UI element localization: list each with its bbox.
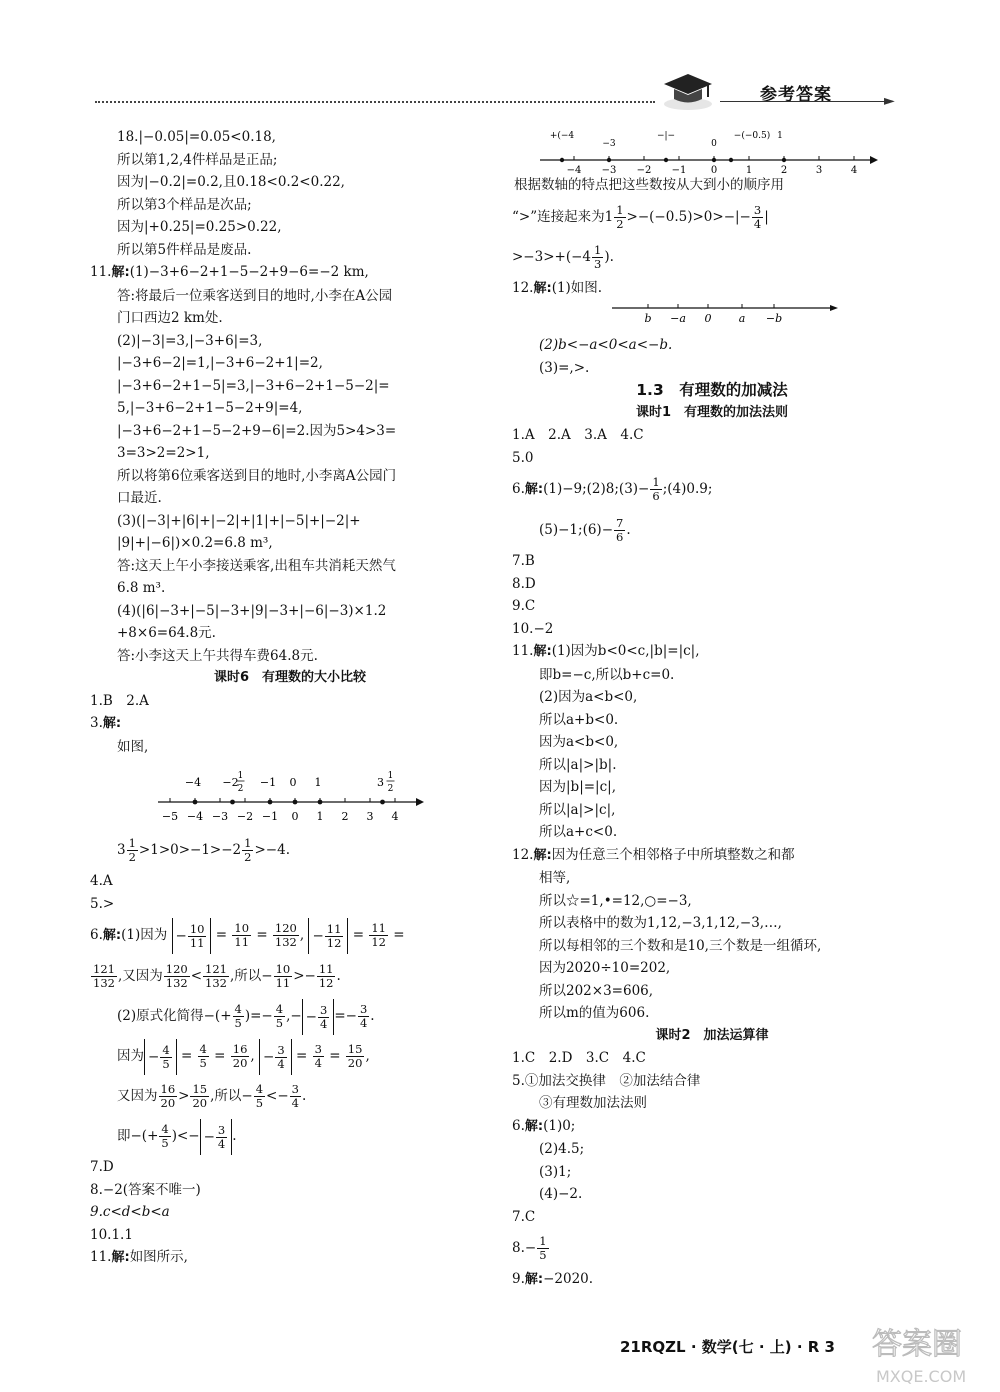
text-line: 即b=−c,所以b+c=0. — [539, 666, 675, 683]
text-line: 相等, — [539, 870, 571, 886]
answer-line: 9.C — [512, 598, 536, 614]
chapter-heading: 1.3 有理数的加减法 — [636, 381, 788, 399]
text-line: 因为|b|=|c|, — [539, 779, 616, 795]
tick-label: −3 — [211, 810, 229, 823]
text-line: 18.|−0.05|=0.05<0.18, — [117, 129, 276, 145]
question-6c: 6.解:(1)0; — [512, 1117, 576, 1134]
tick-label: −4 — [566, 165, 582, 174]
math-line: 因为 − $\frac{4}{5}$ = $\frac{4}{5}$ = $\frac{16}{20}$ , − $\frac{3}{4}$ = $\frac{3}{4}$ = $\frac{15}{20}$ , — [90, 1036, 490, 1076]
point-label: −3 — [602, 139, 616, 149]
point-label: a — [738, 312, 746, 325]
data-point — [230, 800, 235, 805]
section-heading: 课时6 有理数的大小比较 — [213, 670, 367, 685]
point-label: −a — [670, 312, 686, 325]
tick-label: −3 — [601, 165, 617, 174]
answer-line: 4.A — [90, 873, 113, 889]
answer-line: 5.> — [90, 895, 115, 912]
data-point — [712, 158, 716, 162]
text-line: 因为|+0.25|=0.25>0.22, — [117, 219, 282, 235]
number-line-svg — [540, 126, 920, 174]
tick-label: −4 — [186, 810, 204, 823]
frac-den: 2 — [387, 784, 394, 794]
answer-line: 1.A 2.A 3.A 4.C — [512, 427, 644, 443]
text-line: (4)−2. — [539, 1186, 583, 1202]
text-line: 所以202×3=606, — [539, 982, 654, 999]
page-title: 参考答案 — [760, 85, 832, 105]
data-point — [318, 800, 323, 805]
text-line: 口最近. — [117, 490, 162, 506]
point-label: +(−4 — [549, 131, 575, 141]
math-line: (5)−1;(6)− $\frac{7}{6}$ . — [539, 516, 631, 544]
text-line: (3)=,>. — [539, 359, 590, 376]
text-line: |−3+6−2|=1,|−3+6−2+1|=2, — [117, 355, 323, 371]
point-label: 0 — [704, 312, 712, 325]
right-column — [512, 126, 912, 1292]
answer-line: 7.B — [512, 553, 535, 569]
tick-label: −2 — [636, 165, 652, 174]
text-line: (3)(|−3|+|6|+|−2|+|1|+|−5|+|−2|+ — [117, 512, 361, 529]
text-line: 6.8 m³. — [117, 580, 166, 596]
data-point — [729, 158, 733, 162]
text-line: (2)因为a<b<0, — [539, 689, 638, 705]
math-line: “>”连接起来为1 $\frac{1}{2}$ >−(−0.5)>0>−|− $\frac{3}{4}$ | — [512, 202, 769, 231]
data-point — [293, 800, 298, 805]
tick-label: 0 — [710, 165, 718, 174]
text-line: |9|+|−6|)×0.2=6.8 m³, — [117, 535, 273, 551]
text-line: 门口西边2 km处. — [117, 310, 223, 326]
point-label: −1 — [259, 776, 277, 789]
text-line: 所以第3个样品是次品; — [117, 196, 252, 213]
answer-line: 7.C — [512, 1208, 536, 1225]
arrow-right-icon: ► — [884, 93, 895, 109]
answer-line: 1.B 2.A — [90, 692, 149, 709]
data-point — [268, 800, 273, 805]
number-line-2 — [512, 126, 912, 174]
text-line: 如图, — [117, 738, 149, 755]
answer-line: 8.D — [512, 575, 536, 592]
question-11b: 11.解:如图所示, — [90, 1249, 188, 1265]
point-label: 0 — [711, 139, 717, 149]
text-line: 所以|a|>|b|. — [539, 756, 617, 773]
answer-line: 10.1.1 — [90, 1226, 133, 1243]
text-line: 5,|−3+6−2+1−5−2+9|=4, — [117, 400, 303, 416]
text-line: |−3+6−2+1−5−2+9−6|=2.因为5>4>3= — [117, 422, 397, 439]
data-point — [193, 800, 198, 805]
section-heading: 课时1 有理数的加法法则 — [635, 404, 789, 420]
number-line-svg — [158, 758, 428, 830]
text-line: 所以☆=1,•=12,○=−3, — [539, 892, 692, 909]
data-point — [782, 158, 786, 162]
text-line: 所以a+c<0. — [539, 824, 618, 840]
math-line: $\frac{121}{132}$ ,又因为 $\frac{120}{132}$ < $\frac{121}{132}$ ,所以− $\frac{10}{11}$ >− $\frac{11}{12}$ . — [93, 962, 341, 990]
text-line: (2)4.5; — [539, 1141, 585, 1157]
text-line: 因为2020÷10=202, — [539, 960, 671, 976]
tick-label: 4 — [391, 810, 399, 823]
section-heading: 课时2 加法运算律 — [655, 1027, 769, 1043]
text-line: 所以表格中的数为1,12,−3,1,12,−3,…, — [539, 915, 782, 931]
data-point — [380, 800, 385, 805]
watermark-url: MXQE.COM — [876, 1367, 967, 1386]
question-3: 3.解: — [90, 715, 122, 731]
text-line: 所以第5件样品是废品. — [117, 241, 252, 258]
question-12b: 12.解:因为任意三个相邻格子中所填整数之和都 — [512, 846, 795, 863]
header-rule — [95, 101, 655, 103]
answer-line: 10.−2 — [512, 620, 554, 637]
point-label: −2 — [222, 776, 239, 789]
text-line: 所以|a|>|c|, — [539, 801, 616, 818]
text-line: 因为|−0.2|=0.2,且0.18<0.2<0.22, — [117, 174, 345, 190]
text-line: 所以将第6位乘客送到目的地时,小李离A公园门 — [117, 467, 397, 484]
answer-line: 5.0 — [512, 449, 534, 466]
answer-line: 9.c<d<b<a — [90, 1204, 170, 1220]
text-line: (2)|−3|=3,|−3+6|=3, — [117, 332, 263, 349]
point-label: −b — [765, 312, 783, 325]
tick-label: −1 — [261, 810, 279, 823]
answer-line: 8.− $\frac{1}{5}$ — [512, 1234, 547, 1262]
tick-label: 2 — [780, 165, 788, 174]
tick-label: −5 — [161, 810, 179, 823]
point-label: 3 — [377, 776, 384, 789]
question-9: 9.解:−2020. — [512, 1271, 594, 1287]
header-rule-right — [720, 101, 888, 102]
question-6b: 6.解:(1)−9;(2)8;(3)− $\frac{1}{6}$ ;(4)0.9; — [512, 475, 713, 503]
tick-label: 1 — [745, 165, 753, 174]
text-line: 答:将最后一位乘客送到目的地时,小李在A公园 — [117, 287, 393, 304]
point-label: 1 — [777, 131, 783, 141]
answer-line: 7.D — [90, 1159, 114, 1175]
text-line: 所以第1,2,4件样品是正品; — [117, 151, 278, 168]
text-line: 所以m的值为606. — [539, 1005, 650, 1021]
answer-line: 3 $\frac{1}{2}$ >1>0>−1>−2 $\frac{1}{2}$ >−4. — [117, 836, 290, 864]
math-line: 即−(+ $\frac{4}{5}$ )<− − $\frac{3}{4}$ . — [90, 1116, 490, 1156]
math-line: (2)原式化简得−(+ $\frac{4}{5}$ )=− $\frac{4}{5}$ ,− − $\frac{3}{4}$ =− $\frac{3}{4}$ . — [90, 996, 490, 1036]
math-line: >−3>+(−4 $\frac{1}{3}$ ). — [512, 242, 614, 271]
tick-label: 0 — [291, 810, 299, 823]
frac-num: 1 — [387, 771, 394, 781]
question-11c: 11.解:(1)因为b<0<c,|b|=|c|, — [512, 643, 700, 659]
point-label: −(−0.5) — [733, 131, 771, 141]
number-line-svg — [612, 300, 842, 334]
watermark-text: 答案圈 — [872, 1327, 962, 1362]
data-point — [664, 158, 668, 162]
tick-label: 4 — [850, 165, 858, 174]
frac-num: 1 — [237, 771, 244, 781]
question-11: 11.解:(1)−3+6−2+1−5−2+9−6=−2 km, — [90, 264, 369, 280]
tick-label: 3 — [815, 165, 823, 174]
left-column — [90, 126, 490, 1270]
text-line: 答:这天上午小李接送乘客,出租车共消耗天然气 — [117, 557, 396, 574]
answer-line: 5.①加法交换律 ②加法结合律 — [512, 1072, 701, 1089]
text-line: 3=3>2=2>1, — [117, 445, 210, 461]
tick-label: −1 — [671, 165, 687, 174]
tick-label: 2 — [341, 810, 349, 823]
tick-label: −2 — [236, 810, 254, 823]
point-label: 0 — [289, 776, 297, 789]
frac-den: 2 — [237, 784, 244, 794]
text-line: |−3+6−2+1−5|=3,|−3+6−2+1−5−2|= — [117, 377, 390, 394]
question-12: 12.解:(1)如图. — [512, 279, 603, 296]
point-label: b — [644, 312, 652, 325]
text-line: 所以a+b<0. — [539, 711, 619, 728]
math-line: 又因为 $\frac{16}{20}$ > $\frac{15}{20}$ ,所以− $\frac{4}{5}$ <− $\frac{3}{4}$ . — [117, 1082, 307, 1110]
watermark-logo — [868, 1318, 988, 1388]
text-line: 根据数轴的特点把这些数按从大到小的顺序用 — [514, 177, 784, 193]
number-line-1 — [90, 758, 490, 830]
data-point — [560, 158, 564, 162]
point-label: −4 — [184, 776, 202, 789]
point-label: −|− — [656, 131, 676, 141]
text-line: (2)b<−a<0<a<−b. — [539, 337, 673, 353]
text-line: ③有理数加法法则 — [539, 1095, 647, 1111]
tick-label: 3 — [366, 810, 374, 823]
text-line: 所以每相邻的三个数和是10,三个数是一组循环, — [539, 937, 822, 954]
answer-line: 1.C 2.D 3.C 4.C — [512, 1050, 646, 1066]
answer-line: 8.−2(答案不唯一) — [90, 1181, 201, 1198]
text-line: (4)(|6|−3+|−5|−3+|9|−3+|−6|−3)×1.2 — [117, 602, 387, 619]
point-label: 1 — [314, 776, 322, 789]
graduation-cap-icon — [660, 68, 716, 112]
number-line-3 — [512, 300, 912, 334]
text-line: +8×6=64.8元. — [117, 625, 216, 641]
text-line: (3)1; — [539, 1163, 572, 1180]
question-6: 6.解:(1)因为 − $\frac{10}{11}$ = $\frac{10}{11}$ = $\frac{120}{132}$ , − $\frac{11}{12}$ = $\frac{11}{12}$ = — [90, 915, 490, 956]
data-point — [607, 158, 611, 162]
text-line: 答:小李这天上午共得车费64.8元. — [117, 647, 318, 664]
text-line: 因为a<b<0, — [539, 734, 619, 750]
page-footer: 21RQZL · 数学(七 · 上) · R 3 — [620, 1338, 835, 1356]
tick-label: 1 — [316, 810, 324, 823]
